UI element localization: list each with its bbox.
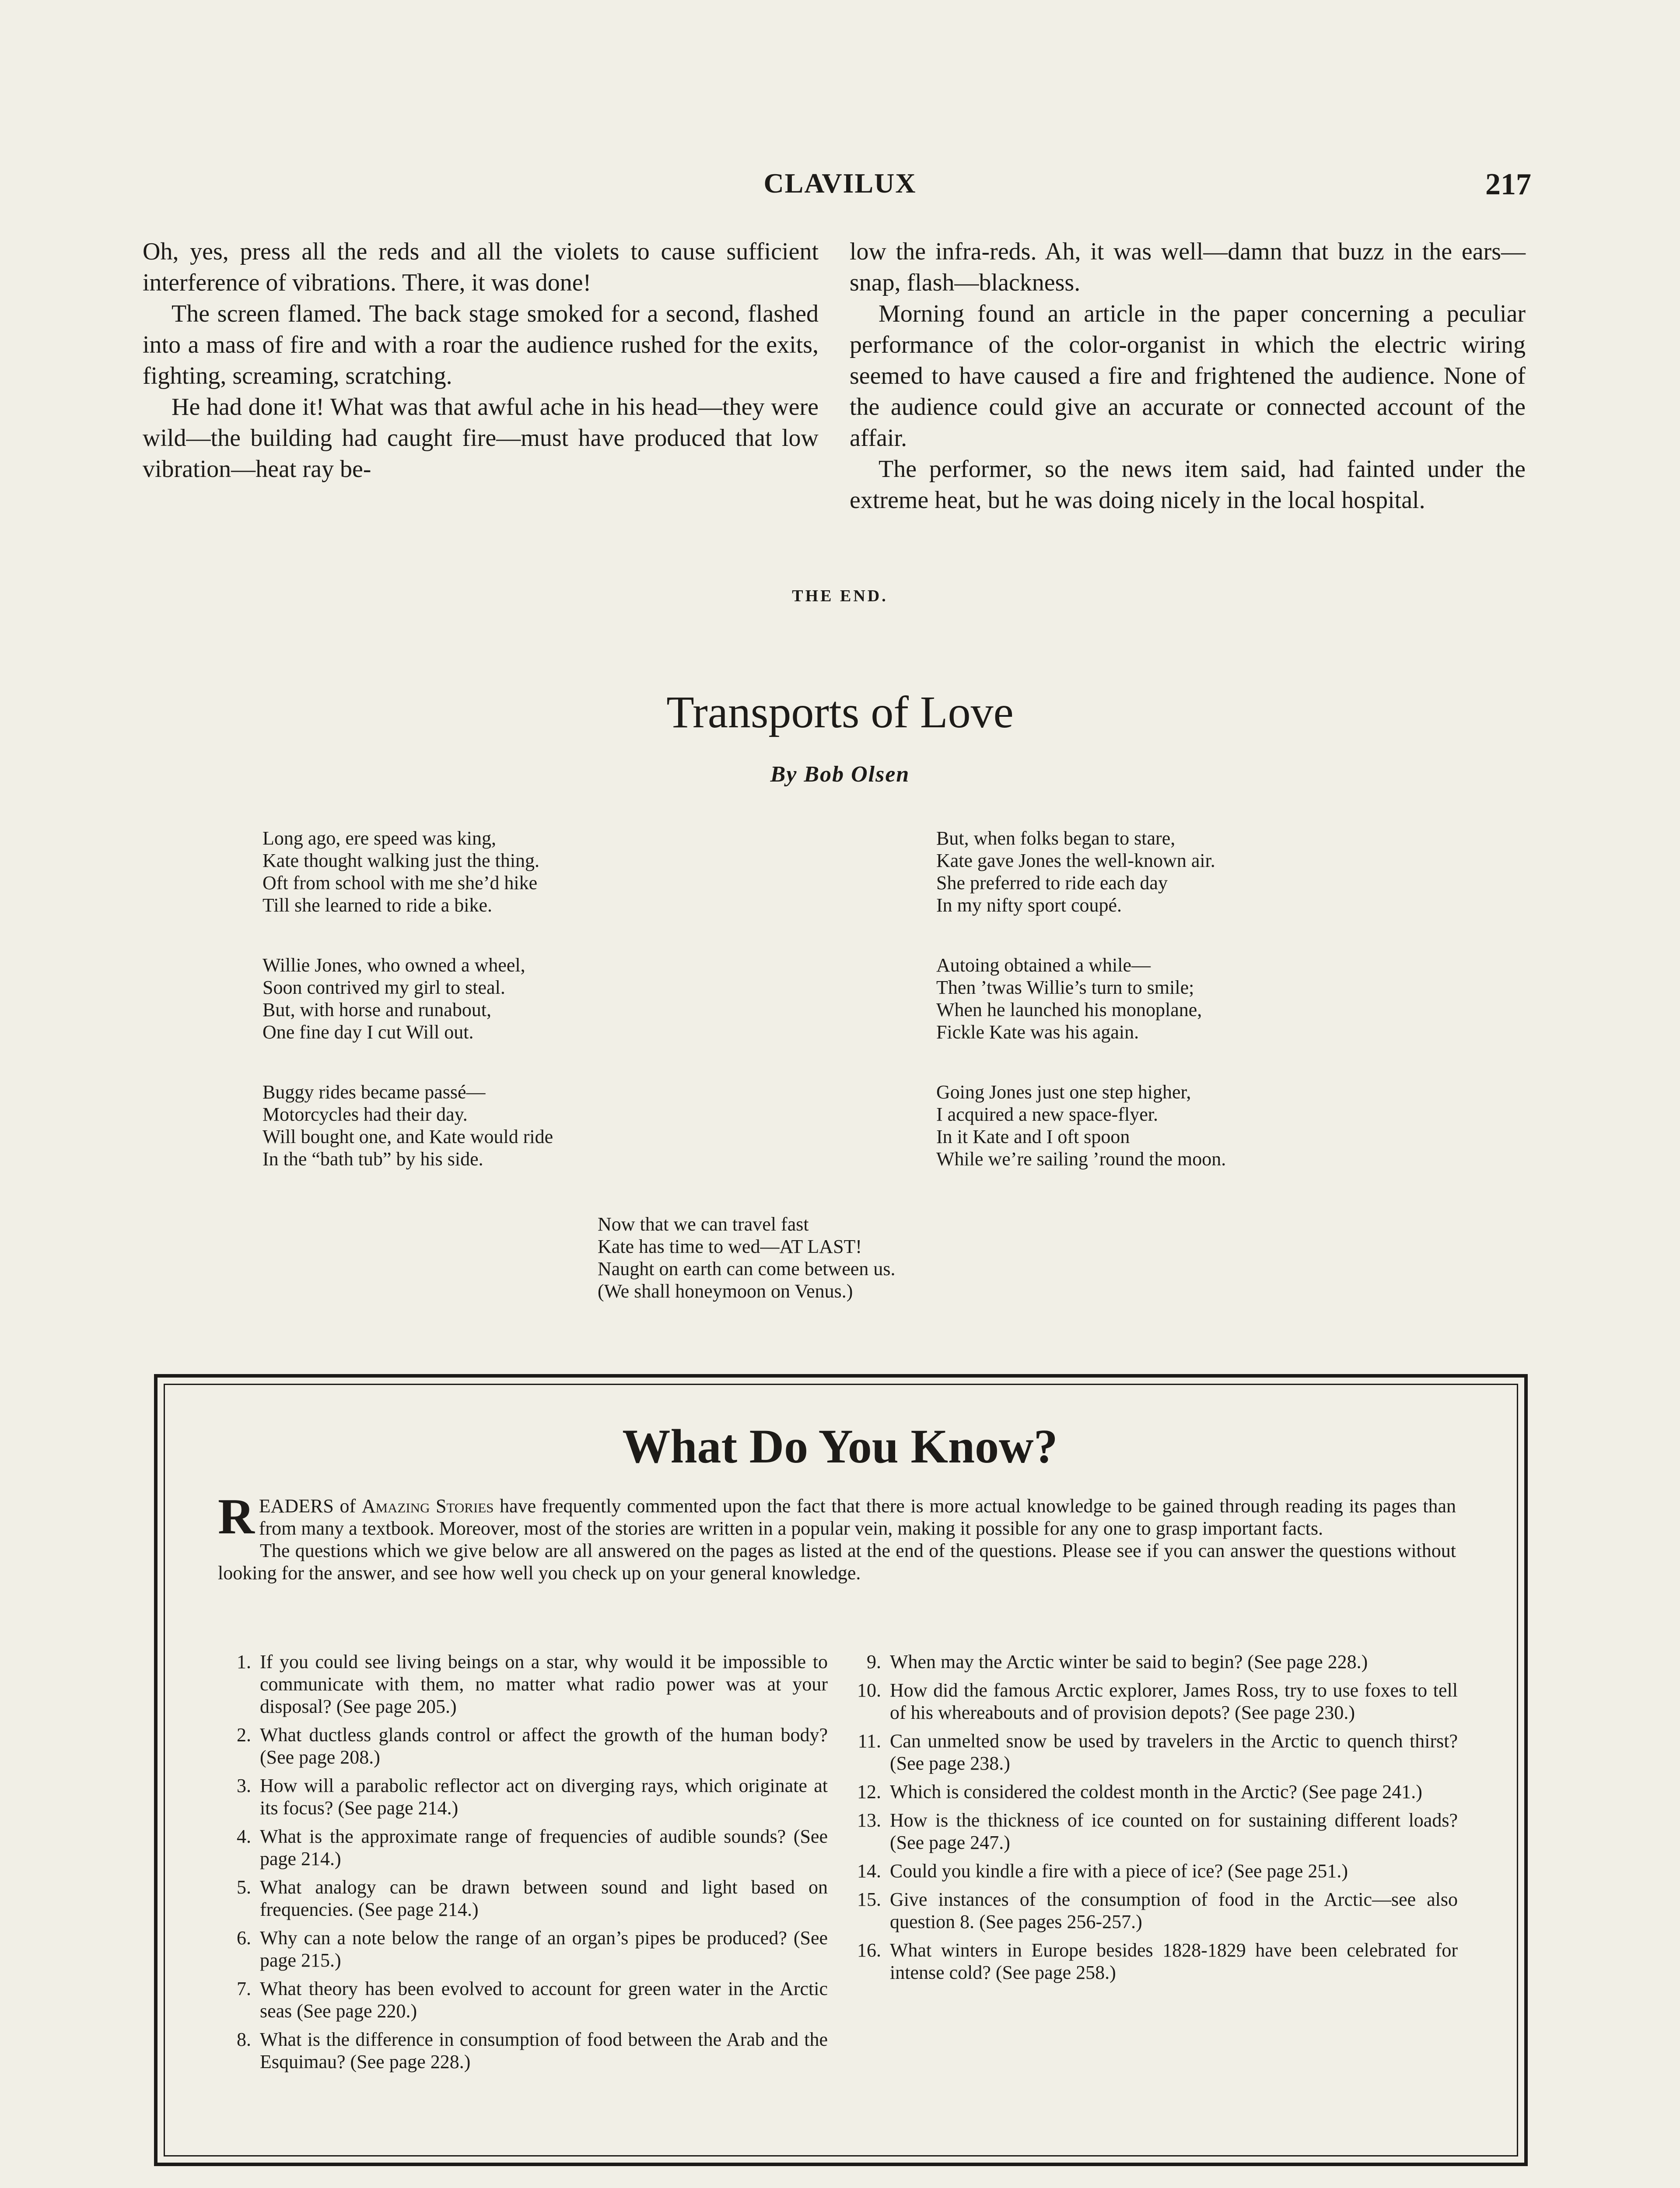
magazine-name: Amazing Stories bbox=[361, 1495, 494, 1517]
question-text: What is the difference in consumption of food between the Arab and the Esquimau? (See page 228.) bbox=[260, 2029, 828, 2072]
question-text: Why can a note below the range of an organ’s pipes be produced? (See page 215.) bbox=[260, 1927, 828, 1971]
poem-line: Fickle Kate was his again. bbox=[936, 1021, 1139, 1043]
poem-line: Soon contrived my girl to steal. bbox=[262, 977, 505, 998]
story-column-left bbox=[143, 236, 819, 485]
poem-line: Going Jones just one step higher, bbox=[936, 1081, 1191, 1103]
poem-line: But, with horse and runabout, bbox=[262, 999, 492, 1020]
poem-stanza bbox=[262, 827, 788, 916]
question-item bbox=[854, 1730, 1458, 1774]
question-item bbox=[224, 1876, 828, 1921]
question-number: 8. bbox=[237, 2029, 251, 2050]
question-number: 15. bbox=[857, 1889, 881, 1910]
story-paragraph: The performer, so the news item said, had fainted under the extreme heat, but he was doing nicely in the local hospital. bbox=[850, 456, 1526, 514]
poem-line: Now that we can travel fast bbox=[598, 1213, 809, 1235]
question-item bbox=[854, 1809, 1458, 1854]
poem-line: Till she learned to ride a bike. bbox=[262, 894, 493, 916]
question-text: When may the Arctic winter be said to begin? (See page 228.) bbox=[890, 1651, 1368, 1673]
question-text: What ductless glands control or affect the growth of the human body? (See page 208.) bbox=[260, 1724, 828, 1768]
question-number: 10. bbox=[857, 1680, 881, 1701]
quiz-intro bbox=[218, 1489, 1456, 1584]
poem-column-left bbox=[262, 827, 788, 1208]
poem-line: Oft from school with me she’d hike bbox=[262, 872, 538, 894]
question-number: 3. bbox=[237, 1775, 251, 1796]
question-item bbox=[854, 1939, 1458, 1984]
question-item bbox=[854, 1651, 1458, 1673]
question-number: 7. bbox=[237, 1978, 251, 1999]
poem-line: Willie Jones, who owned a wheel, bbox=[262, 954, 525, 976]
quiz-intro-paragraph bbox=[218, 1489, 1456, 1545]
question-item bbox=[854, 1781, 1458, 1803]
story-paragraph: He had done it! What was that awful ache in his head—they were wild—the building had caught fire—must have produced that low vibration—heat ray be- bbox=[143, 393, 819, 483]
poem-line: Kate has time to wed—AT LAST! bbox=[598, 1236, 862, 1257]
question-text: How is the thickness of ice counted on for sustaining different loads? (See page 247.) bbox=[890, 1809, 1458, 1853]
question-text: What is the approximate range of frequencies of audible sounds? (See page 214.) bbox=[260, 1826, 828, 1869]
question-text: Can unmelted snow be used by travelers in the Arctic to quench thirst? (See page 238.) bbox=[890, 1730, 1458, 1774]
poem-line: When he launched his monoplane, bbox=[936, 999, 1202, 1020]
question-number: 4. bbox=[237, 1826, 251, 1847]
poem-stanza bbox=[936, 954, 1461, 1043]
question-text: Which is considered the coldest month in the Arctic? (See page 241.) bbox=[890, 1781, 1422, 1802]
poem-title: Transports of Love bbox=[666, 687, 1014, 737]
questions-column-right bbox=[854, 1651, 1458, 1990]
question-text: How will a parabolic reflector act on diverging rays, which originate at its focus? (See page 214.) bbox=[260, 1775, 828, 1819]
question-item bbox=[854, 1679, 1458, 1724]
question-text: Could you kindle a fire with a piece of ice? (See page 251.) bbox=[890, 1860, 1348, 1882]
poem-line: In my nifty sport coupé. bbox=[936, 894, 1122, 916]
question-item bbox=[224, 2028, 828, 2073]
question-number: 12. bbox=[857, 1781, 881, 1802]
questions-column-left bbox=[224, 1651, 828, 2079]
question-item bbox=[224, 1978, 828, 2022]
quiz-title: What Do You Know? bbox=[622, 1420, 1058, 1473]
running-head: CLAVILUX bbox=[763, 168, 917, 199]
poem-stanza bbox=[936, 1081, 1461, 1170]
poem-line: I acquired a new space-flyer. bbox=[936, 1104, 1158, 1125]
question-number: 9. bbox=[867, 1651, 881, 1673]
question-number: 11. bbox=[858, 1730, 881, 1752]
question-text: If you could see living beings on a star, why would it be impossible to communicate with them, no matter what radio power was at your disposal? (See page 205.) bbox=[260, 1651, 828, 1717]
question-item bbox=[224, 1927, 828, 1971]
poem-stanza bbox=[936, 827, 1461, 916]
poem-line: Will bought one, and Kate would ride bbox=[262, 1126, 553, 1147]
poem-line: Buggy rides became passé— bbox=[262, 1081, 486, 1103]
poem-stanza bbox=[262, 954, 788, 1043]
question-number: 1. bbox=[237, 1651, 251, 1673]
poem-line: Long ago, ere speed was king, bbox=[262, 828, 496, 849]
poem-stanza bbox=[262, 1081, 788, 1170]
story-end-mark: THE END. bbox=[792, 587, 888, 605]
poem-line: She preferred to ride each day bbox=[936, 872, 1168, 894]
question-item bbox=[224, 1651, 828, 1718]
question-item bbox=[224, 1724, 828, 1768]
poem-line: In the “bath tub” by his side. bbox=[262, 1148, 483, 1170]
question-item bbox=[224, 1774, 828, 1819]
poem-line: (We shall honeymoon on Venus.) bbox=[598, 1280, 853, 1302]
drop-cap: R bbox=[218, 1489, 255, 1545]
poem-line: Then ’twas Willie’s turn to smile; bbox=[936, 977, 1194, 998]
story-column-right bbox=[850, 236, 1526, 516]
question-item bbox=[224, 1825, 828, 1870]
quiz-intro-paragraph: The questions which we give below are all answered on the pages as listed at the end of the questions. Please see if you can answer the questions without looking for the answer, and see how well you check up on your general knowledge. bbox=[218, 1540, 1456, 1584]
poem-line: While we’re sailing ’round the moon. bbox=[936, 1148, 1226, 1170]
question-text: Give instances of the consumption of food in the Arctic—see also question 8. (See pages 256-257.) bbox=[890, 1889, 1458, 1932]
question-number: 5. bbox=[237, 1876, 251, 1898]
poem-line: Naught on earth can come between us. bbox=[598, 1258, 896, 1280]
question-number: 13. bbox=[857, 1809, 881, 1831]
question-number: 6. bbox=[237, 1927, 251, 1949]
question-number: 14. bbox=[857, 1860, 881, 1882]
poem-line: Autoing obtained a while— bbox=[936, 954, 1151, 976]
question-text: What analogy can be drawn between sound and light based on frequencies. (See page 214.) bbox=[260, 1876, 828, 1920]
poem-line: Kate thought walking just the thing. bbox=[262, 850, 540, 871]
poem-column-right bbox=[936, 827, 1461, 1208]
poem-line: In it Kate and I oft spoon bbox=[936, 1126, 1130, 1147]
quiz-intro-text: EADERS of bbox=[259, 1495, 362, 1517]
quiz-intro-text: have frequently commented upon the fact that there is more actual knowledge to be gained through reading its pages than from many a textbook. Moreover, most of the stories are written in a popular vein, making it possible for any one to grasp important facts. bbox=[259, 1495, 1456, 1539]
question-text: What theory has been evolved to account for green water in the Arctic seas (See page 220.) bbox=[260, 1978, 828, 2022]
story-paragraph: The screen flamed. The back stage smoked for a second, flashed into a mass of fire and with a roar the audience rushed for the exits, fighting, screaming, scratching. bbox=[143, 300, 819, 389]
question-item bbox=[854, 1888, 1458, 1933]
question-number: 2. bbox=[237, 1724, 251, 1746]
page-number: 217 bbox=[1485, 168, 1531, 201]
story-paragraph: Oh, yes, press all the reds and all the violets to cause sufficient interference of vibrations. There, it was done! bbox=[143, 238, 819, 296]
question-item bbox=[854, 1860, 1458, 1882]
poem-line: But, when folks began to stare, bbox=[936, 828, 1176, 849]
poem-line: Motorcycles had their day. bbox=[262, 1104, 468, 1125]
poem-final-stanza bbox=[598, 1213, 1123, 1302]
story-paragraph: low the infra-reds. Ah, it was well—damn that buzz in the ears—snap, flash—blackness. bbox=[850, 238, 1526, 296]
question-text: What winters in Europe besides 1828-1829 have been celebrated for intense cold? (See page 258.) bbox=[890, 1939, 1458, 1983]
poem-line: One fine day I cut Will out. bbox=[262, 1021, 474, 1043]
question-number: 16. bbox=[857, 1939, 881, 1961]
poem-line: Kate gave Jones the well-known air. bbox=[936, 850, 1215, 871]
story-paragraph: Morning found an article in the paper concerning a peculiar performance of the color-organist in which the electric wiring seemed to have caused a fire and frightened the audience. None of the audience could give an accurate or connected account of the affair. bbox=[850, 300, 1526, 452]
question-text: How did the famous Arctic explorer, James Ross, try to use foxes to tell of his whereabouts and of provision depots? (See page 230.) bbox=[890, 1680, 1458, 1723]
poem-byline: By Bob Olsen bbox=[770, 762, 910, 787]
